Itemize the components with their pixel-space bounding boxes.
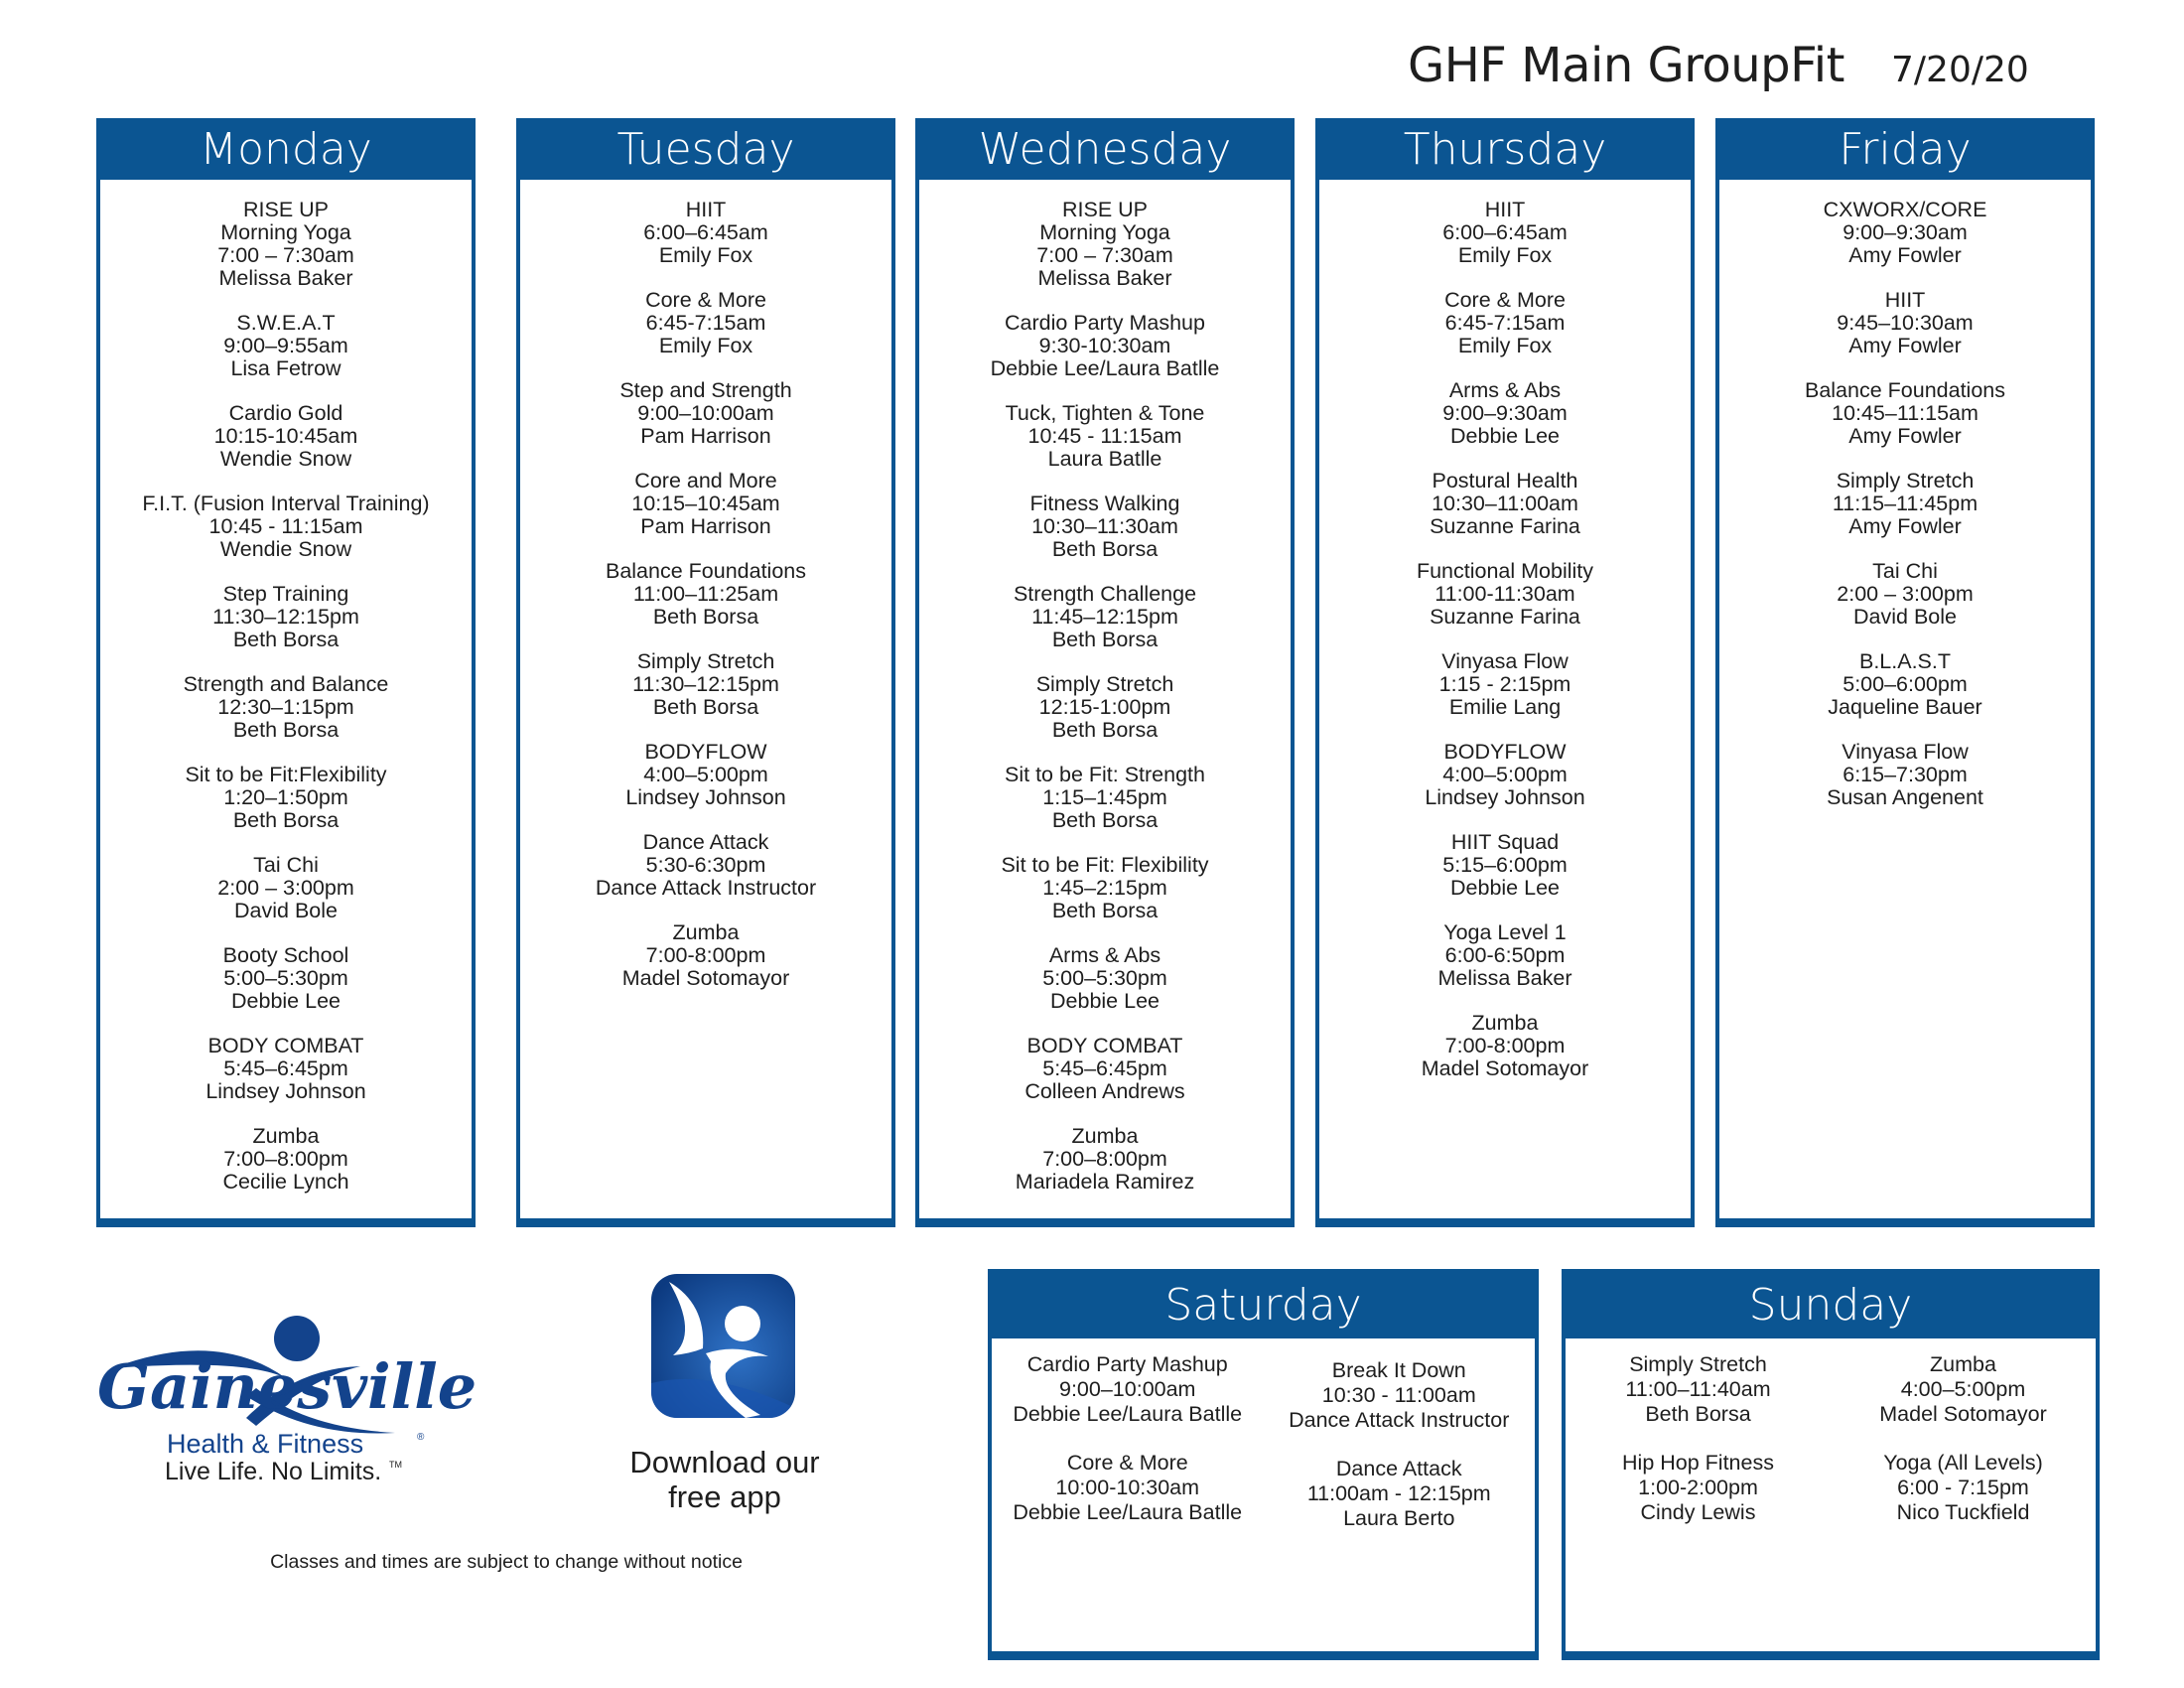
class-name: CXWORX/CORE	[1823, 198, 1987, 221]
class-name: Yoga Level 1	[1443, 920, 1567, 944]
class-name: BODY COMBAT	[207, 1034, 364, 1057]
class-entry	[100, 199, 472, 290]
class-name: Simply Stretch	[1629, 1352, 1767, 1376]
class-entry	[1319, 560, 1691, 629]
class-name: Functional Mobility	[1416, 559, 1594, 583]
class-detail: 6:00–6:45am	[643, 220, 768, 244]
class-detail: 9:00–9:30am	[1442, 401, 1568, 425]
class-instructor: Debbie Lee/Laura Batlle	[1013, 1500, 1243, 1524]
class-entry	[520, 560, 891, 629]
class-instructor: Beth Borsa	[232, 628, 340, 651]
class-name: Vinyasa Flow	[1441, 649, 1569, 673]
class-detail: 9:00–9:55am	[223, 334, 348, 357]
class-detail: 4:00–5:00pm	[1900, 1377, 2026, 1401]
class-entry	[919, 944, 1291, 1013]
class-instructor: Melissa Baker	[1437, 966, 1572, 990]
class-list	[1319, 180, 1691, 1080]
class-name: Dance Attack	[1335, 1457, 1462, 1480]
class-entry	[1319, 650, 1691, 719]
class-instructor: Lisa Fetrow	[230, 356, 341, 380]
class-instructor: Debbie Lee	[1450, 876, 1560, 900]
day-header: Friday	[1719, 122, 2091, 180]
svg-text:Health & Fitness: Health & Fitness	[167, 1429, 364, 1459]
class-instructor: Lindsey Johnson	[625, 785, 786, 809]
class-name: Fitness Walking	[1029, 492, 1180, 515]
class-name: S.W.E.A.T	[236, 311, 336, 335]
class-name: Sit to be Fit:Flexibility	[185, 763, 387, 786]
svg-text:Live Life. No Limits.: Live Life. No Limits.	[165, 1458, 382, 1485]
class-entry	[100, 402, 472, 471]
class-entry	[1566, 1451, 1831, 1525]
class-entry	[919, 402, 1291, 471]
class-instructor: Dance Attack Instructor	[595, 876, 817, 900]
class-name: Cardio Party Mashup	[1026, 1352, 1228, 1376]
class-entry	[100, 1125, 472, 1194]
class-instructor: Laura Batlle	[1047, 447, 1162, 471]
gainesville-logo	[97, 1309, 475, 1487]
class-entry	[1319, 741, 1691, 809]
class-name: Cardio Party Mashup	[1005, 311, 1205, 335]
class-column-left	[992, 1352, 1264, 1555]
class-name: Yoga (All Levels)	[1883, 1451, 2043, 1475]
class-detail: 4:00–5:00pm	[1442, 763, 1568, 786]
svg-text:Gainesville: Gainesville	[97, 1350, 475, 1423]
class-detail: 10:45 - 11:15am	[208, 514, 363, 538]
class-entry	[1319, 1012, 1691, 1080]
class-detail: 12:15-1:00pm	[1038, 695, 1171, 719]
class-instructor: Suzanne Farina	[1430, 605, 1580, 629]
class-instructor: Suzanne Farina	[1430, 514, 1580, 538]
class-instructor: Beth Borsa	[1051, 537, 1159, 561]
class-entry	[520, 831, 891, 900]
class-detail: 10:45 - 11:15am	[1027, 424, 1182, 448]
class-entry	[919, 673, 1291, 742]
class-entry	[919, 1035, 1291, 1103]
class-detail: 9:00–9:30am	[1843, 220, 1968, 244]
class-detail: 7:00 – 7:30am	[217, 243, 354, 267]
class-entry	[100, 583, 472, 651]
class-detail: 2:00 – 3:00pm	[217, 876, 354, 900]
class-entry	[1831, 1352, 2096, 1427]
class-name: Zumba	[1930, 1352, 1996, 1376]
class-column-right	[1264, 1352, 1536, 1555]
app-download-icon[interactable]	[651, 1274, 795, 1418]
class-entry	[919, 1125, 1291, 1194]
class-name: RISE UP	[242, 198, 330, 221]
day-column-monday	[96, 118, 476, 1227]
class-instructor: Nico Tuckfield	[1896, 1500, 2030, 1524]
class-name: Sit to be Fit: Flexibility	[1001, 853, 1209, 877]
class-name: Booty School	[222, 943, 349, 967]
class-instructor: David Bole	[1853, 605, 1957, 629]
class-detail: 7:00-8:00pm	[1444, 1034, 1566, 1057]
class-entry	[1264, 1358, 1536, 1433]
class-instructor: Emilie Lang	[1448, 695, 1562, 719]
day-column-sunday	[1562, 1269, 2100, 1660]
class-detail: 5:00–5:30pm	[1042, 966, 1167, 990]
class-name: Simply Stretch	[1035, 672, 1174, 696]
class-detail: 1:20–1:50pm	[223, 785, 348, 809]
app-runner-icon	[651, 1274, 795, 1418]
class-instructor: Beth Borsa	[652, 605, 759, 629]
class-entry	[919, 583, 1291, 651]
class-detail: 10:45–11:15am	[1832, 401, 1979, 425]
day-header: Saturday	[992, 1273, 1535, 1338]
app-promo-line2: free app	[668, 1479, 781, 1514]
class-detail: 4:00–5:00pm	[643, 763, 768, 786]
class-instructor: Amy Fowler	[1848, 424, 1962, 448]
class-name: Strength and Balance	[183, 672, 389, 696]
class-name: Sit to be Fit: Strength	[1005, 763, 1205, 786]
class-name: BODYFLOW	[644, 740, 767, 764]
class-instructor: Debbie Lee	[1450, 424, 1560, 448]
class-name: Break It Down	[1331, 1358, 1466, 1382]
class-list	[100, 180, 472, 1194]
class-entry	[992, 1352, 1264, 1427]
class-instructor: Emily Fox	[658, 334, 753, 357]
class-entry	[520, 289, 891, 357]
class-name: Postural Health	[1432, 469, 1578, 492]
class-detail: 1:00-2:00pm	[1638, 1476, 1758, 1499]
class-detail: 11:00-11:30am	[1434, 582, 1575, 606]
class-list	[1719, 180, 2091, 809]
class-instructor: Beth Borsa	[232, 808, 340, 832]
class-detail: 10:15-10:45am	[213, 424, 358, 448]
class-entry	[1719, 379, 2091, 448]
class-entry	[100, 854, 472, 922]
class-name: Step Training	[222, 582, 349, 606]
day-column-friday	[1715, 118, 2095, 1227]
class-detail: 5:00–6:00pm	[1843, 672, 1968, 696]
class-instructor: Melissa Baker	[1037, 266, 1172, 290]
disclaimer: Classes and times are subject to change without notice	[270, 1551, 743, 1573]
class-name: Simply Stretch	[636, 649, 775, 673]
class-detail: 10:15–10:45am	[631, 492, 780, 515]
class-detail: 10:30 - 11:00am	[1321, 1383, 1476, 1407]
class-detail: 5:45–6:45pm	[1042, 1056, 1167, 1080]
class-entry	[1319, 199, 1691, 267]
class-detail: 11:30–12:15pm	[632, 672, 779, 696]
day-column-thursday	[1315, 118, 1695, 1227]
class-name: Tai Chi	[253, 853, 319, 877]
class-name: Step and Strength	[619, 378, 792, 402]
class-detail: 7:00-8:00pm	[645, 943, 766, 967]
class-detail: 11:30–12:15pm	[212, 605, 359, 629]
class-name: BODY COMBAT	[1026, 1034, 1183, 1057]
class-entry	[100, 312, 472, 380]
day-column-wednesday	[915, 118, 1295, 1227]
class-name: Balance Foundations	[605, 559, 806, 583]
day-header: Wednesday	[919, 122, 1291, 180]
class-entry	[520, 741, 891, 809]
class-entry	[1719, 560, 2091, 629]
class-detail: 6:45-7:15am	[645, 311, 766, 335]
class-detail: 2:00 – 3:00pm	[1837, 582, 1974, 606]
class-instructor: Mariadela Ramirez	[1015, 1170, 1195, 1194]
class-instructor: Madel Sotomayor	[1421, 1056, 1589, 1080]
class-entry	[520, 199, 891, 267]
class-entry	[1264, 1457, 1536, 1531]
class-instructor: Amy Fowler	[1848, 334, 1962, 357]
runner-figure-icon	[97, 1309, 475, 1487]
class-name: Dance Attack	[642, 830, 769, 854]
class-name: HIIT	[1484, 198, 1526, 221]
class-instructor: Susan Angenent	[1827, 785, 1983, 809]
day-header: Sunday	[1566, 1273, 2096, 1338]
class-name: Cardio Gold	[228, 401, 343, 425]
class-instructor: Beth Borsa	[1051, 808, 1159, 832]
schedule-date: 7/20/20	[1891, 50, 2029, 90]
class-name: HIIT Squad	[1450, 830, 1560, 854]
class-column-left	[1566, 1352, 1831, 1549]
class-entry	[1719, 199, 2091, 267]
class-instructor: Emily Fox	[1457, 334, 1553, 357]
class-instructor: Cecilie Lynch	[222, 1170, 349, 1194]
class-detail: 9:00–10:00am	[637, 401, 774, 425]
class-name: HIIT	[1884, 288, 1926, 312]
class-entry	[1831, 1451, 2096, 1525]
class-entry	[100, 492, 472, 561]
class-name: F.I.T. (Fusion Interval Training)	[142, 492, 430, 515]
class-detail: 9:30-10:30am	[1038, 334, 1171, 357]
day-column-saturday	[988, 1269, 1539, 1660]
class-detail: 5:00–5:30pm	[223, 966, 348, 990]
class-detail: 6:15–7:30pm	[1843, 763, 1968, 786]
class-entry	[520, 650, 891, 719]
class-instructor: Debbie Lee	[1050, 989, 1160, 1013]
class-instructor: David Bole	[234, 899, 338, 922]
class-detail: 11:00–11:40am	[1625, 1377, 1771, 1401]
class-detail: Morning Yoga	[220, 220, 351, 244]
class-detail: 6:00–6:45am	[1442, 220, 1568, 244]
class-instructor: Beth Borsa	[1051, 899, 1159, 922]
class-detail: 5:30-6:30pm	[645, 853, 766, 877]
svg-text:TM: TM	[389, 1460, 402, 1470]
class-entry	[1319, 289, 1691, 357]
class-entry	[1719, 470, 2091, 538]
class-detail: 11:45–12:15pm	[1031, 605, 1178, 629]
class-instructor: Melissa Baker	[218, 266, 353, 290]
class-instructor: Beth Borsa	[232, 718, 340, 742]
day-column-tuesday	[516, 118, 895, 1227]
class-name: Zumba	[1471, 1011, 1539, 1035]
svg-text:®: ®	[417, 1432, 425, 1443]
day-header: Monday	[100, 122, 472, 180]
class-entry	[1719, 741, 2091, 809]
class-instructor: Dance Attack Instructor	[1289, 1408, 1510, 1432]
class-instructor: Emily Fox	[658, 243, 753, 267]
class-detail: 6:45-7:15am	[1444, 311, 1566, 335]
class-name: Balance Foundations	[1804, 378, 2005, 402]
class-instructor: Debbie Lee/Laura Batlle	[990, 356, 1220, 380]
class-name: RISE UP	[1061, 198, 1149, 221]
class-instructor: Beth Borsa	[1645, 1402, 1751, 1426]
class-name: Core & More	[645, 288, 766, 312]
class-instructor: Lindsey Johnson	[1425, 785, 1585, 809]
class-instructor: Debbie Lee	[231, 989, 341, 1013]
class-entry	[1319, 831, 1691, 900]
class-entry	[520, 470, 891, 538]
class-instructor: Amy Fowler	[1848, 243, 1962, 267]
class-name: HIIT	[685, 198, 727, 221]
class-instructor: Madel Sotomayor	[1879, 1402, 2047, 1426]
class-detail: Morning Yoga	[1039, 220, 1170, 244]
class-detail: 9:45–10:30am	[1837, 311, 1974, 335]
class-entry	[1319, 379, 1691, 448]
class-entry	[520, 921, 891, 990]
class-name: Arms & Abs	[1048, 943, 1161, 967]
class-instructor: Wendie Snow	[219, 447, 352, 471]
class-name: Zumba	[672, 920, 740, 944]
class-instructor: Wendie Snow	[219, 537, 352, 561]
class-name: BODYFLOW	[1443, 740, 1567, 764]
class-detail: 10:00-10:30am	[1055, 1476, 1200, 1499]
class-name: Tuck, Tighten & Tone	[1005, 401, 1205, 425]
class-detail: 10:30–11:30am	[1031, 514, 1178, 538]
class-instructor: Cindy Lewis	[1640, 1500, 1756, 1524]
class-name: B.L.A.S.T	[1858, 649, 1951, 673]
class-name: Zumba	[252, 1124, 320, 1148]
class-detail: 11:00am - 12:15pm	[1306, 1481, 1491, 1505]
class-detail: 6:00 - 7:15pm	[1897, 1476, 2029, 1499]
class-name: Core and More	[634, 469, 777, 492]
class-name: Vinyasa Flow	[1842, 740, 1969, 764]
class-instructor: Jaqueline Bauer	[1828, 695, 1982, 719]
class-instructor: Colleen Andrews	[1024, 1079, 1185, 1103]
class-entry	[992, 1451, 1264, 1525]
class-name: Core & More	[1444, 288, 1566, 312]
day-header: Thursday	[1319, 122, 1691, 180]
class-entry	[1719, 650, 2091, 719]
class-name: Zumba	[1071, 1124, 1139, 1148]
class-detail: 5:45–6:45pm	[223, 1056, 348, 1080]
class-detail: 6:00-6:50pm	[1444, 943, 1566, 967]
app-promo-line1: Download our	[629, 1445, 820, 1479]
class-detail: 1:45–2:15pm	[1042, 876, 1167, 900]
class-entry	[919, 312, 1291, 380]
class-instructor: Debbie Lee/Laura Batlle	[1013, 1402, 1243, 1426]
class-list	[520, 180, 891, 990]
class-detail: 5:15–6:00pm	[1442, 853, 1568, 877]
class-detail: 11:00–11:25am	[632, 582, 779, 606]
class-detail: 12:30–1:15pm	[217, 695, 354, 719]
class-detail: 1:15–1:45pm	[1042, 785, 1167, 809]
class-instructor: Beth Borsa	[1051, 718, 1159, 742]
class-entry	[919, 854, 1291, 922]
class-detail: 10:30–11:00am	[1432, 492, 1578, 515]
class-entry	[1319, 470, 1691, 538]
class-detail: 9:00–10:00am	[1059, 1377, 1196, 1401]
class-entry	[100, 764, 472, 832]
class-entry	[919, 492, 1291, 561]
page-title: GHF Main GroupFit	[1408, 38, 1844, 93]
class-entry	[919, 199, 1291, 290]
class-name: Simply Stretch	[1836, 469, 1975, 492]
class-detail: 7:00–8:00pm	[1042, 1147, 1167, 1171]
class-instructor: Amy Fowler	[1848, 514, 1962, 538]
class-entry	[100, 1035, 472, 1103]
class-instructor: Lindsey Johnson	[205, 1079, 366, 1103]
class-column-right	[1831, 1352, 2096, 1549]
class-instructor: Beth Borsa	[652, 695, 759, 719]
class-detail: 7:00 – 7:30am	[1036, 243, 1173, 267]
class-entry	[100, 673, 472, 742]
class-entry	[520, 379, 891, 448]
class-name: Hip Hop Fitness	[1622, 1451, 1774, 1475]
class-list	[919, 180, 1291, 1194]
class-instructor: Beth Borsa	[1051, 628, 1159, 651]
class-instructor: Pam Harrison	[640, 514, 771, 538]
class-entry	[100, 944, 472, 1013]
class-instructor: Pam Harrison	[640, 424, 771, 448]
class-detail: 7:00–8:00pm	[223, 1147, 348, 1171]
class-name: Tai Chi	[1872, 559, 1938, 583]
class-name: Strength Challenge	[1013, 582, 1197, 606]
class-detail: 11:15–11:45pm	[1832, 492, 1979, 515]
class-instructor: Madel Sotomayor	[621, 966, 790, 990]
class-entry	[1566, 1352, 1831, 1427]
app-download-text	[596, 1445, 854, 1514]
class-detail: 1:15 - 2:15pm	[1438, 672, 1571, 696]
class-entry	[919, 764, 1291, 832]
class-instructor: Laura Berto	[1343, 1506, 1455, 1530]
class-entry	[1719, 289, 2091, 357]
day-header: Tuesday	[520, 122, 891, 180]
class-name: Core & More	[1066, 1451, 1188, 1475]
class-name: Arms & Abs	[1448, 378, 1562, 402]
class-entry	[1319, 921, 1691, 990]
class-instructor: Emily Fox	[1457, 243, 1553, 267]
